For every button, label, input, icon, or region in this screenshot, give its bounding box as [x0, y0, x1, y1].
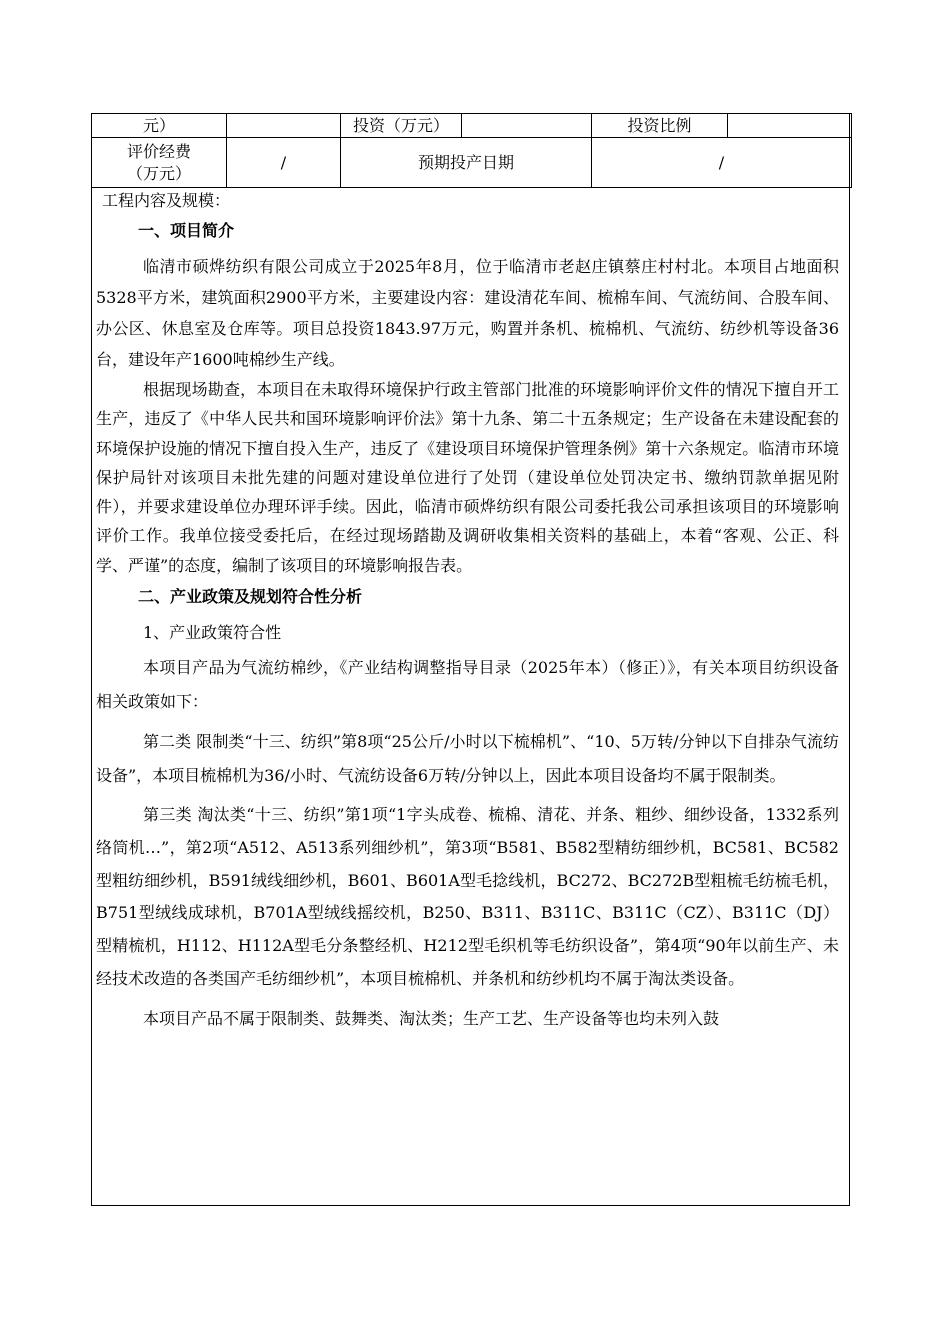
table-cell: 元） [92, 114, 227, 138]
table-cell-label: 预期投产日期 [341, 138, 592, 188]
paragraph: 本项目产品不属于限制类、鼓舞类、淘汰类；生产工艺、生产设备等也均未列入鼓 [143, 1008, 720, 1028]
table-cell: 投资比例 [592, 114, 728, 138]
paragraph: 临清市硕烨纺织有限公司成立于2025年8月，位于临清市老赵庄镇蔡庄村村北。本项目占地面积5328平方米，建筑面积2900平方米，主要建设内容：建设清花车间、梳棉车间、气流纺间、合股车间、办公区、休息室及仓库等。项目总投资1843.97万元，购置并条机、梳棉机、气流纺、纺纱机等设备36台，建设年产1600吨棉纱生产线。 [96, 257, 839, 369]
table-cell: / [227, 138, 341, 188]
table-row [92, 114, 852, 138]
paragraph: 根据现场勘查，本项目在未取得环境保护行政主管部门批准的环境影响评价文件的情况下擅自开工生产，违反了《中华人民共和国环境影响评价法》第十九条、第二十五条规定；生产设备在未建设配套的环境保护设施的情况下擅自投入生产，违反了《建设项目环境保护管理条例》第十六条规定。临清市环境保护局针对该项目未批先建的问题对建设单位进行了处罚（建设单位处罚决定书、缴纳罚款单据见附件），并要求建设单位办理环评手续。因此，临清市硕烨纺织有限公司委托我公司承担该项目的环境影响评价工作。我单位接受委托后，在经过现场踏勘及调研收集相关资料的基础上，本着“客观、公正、科学、严谨”的态度，编制了该项目的环境影响报告表。 [96, 380, 839, 575]
paragraph: 本项目产品为气流纺棉纱，《产业结构调整指导目录（2025年本）（修正）》，有关本项目纺织设备相关政策如下： [96, 658, 839, 712]
subsection-heading: 1、产业政策符合性 [143, 623, 282, 643]
label-line: 评价经费 [126, 141, 191, 161]
table-row [92, 138, 852, 188]
project-content [92, 187, 849, 1036]
section-lead: 工程内容及规模： [102, 191, 231, 210]
table-cell [728, 114, 852, 138]
table-cell [462, 114, 592, 138]
paragraph: 第三类 淘汰类“十三、纺织”第1项“1字头成卷、梳棉、清花、并条、粗纱、细纱设备，1332系列络筒机…”，第2项“A512、A513系列细纱机”，第3项“B581、B582型精纺细纱机，BC581、BC582型粗纺细纱机，B591绒线细纱机，B601、B601A型毛捻线机，BC272、BC272B型粗梳毛纺梳毛机，B751型绒线成球机，B701A型绒线摇绞机，B250、B311、B311C、B311C（CZ）、B311C（DJ）型精梳机，H112、H112A型毛分条整经机、H212型毛织机等毛纺织设备”，第4项“90年以前生产、未经技术改造的各类国产毛纺细纱机”，本项目梳棉机、并条机和纺纱机均不属于淘汰类设备。 [96, 805, 839, 989]
section-heading: 一、项目简介 [138, 221, 235, 240]
section-heading: 二、产业政策及规划符合性分析 [138, 587, 363, 607]
table-cell [227, 114, 341, 138]
table-cell: 投资（万元） [341, 114, 462, 138]
table-cell: / [592, 138, 852, 188]
paragraph: 第二类 限制类“十三、纺织”第8项“25公斤/小时以下梳棉机”、“10、5万转/分钟以下自排杂气流纺设备”，本项目梳棉机为36/小时、气流纺设备6万转/分钟以上，因此本项目设备均不属于限制类。 [96, 732, 839, 786]
label-line: （万元） [126, 163, 191, 183]
info-table [91, 113, 852, 188]
table-cell-label [92, 138, 227, 188]
